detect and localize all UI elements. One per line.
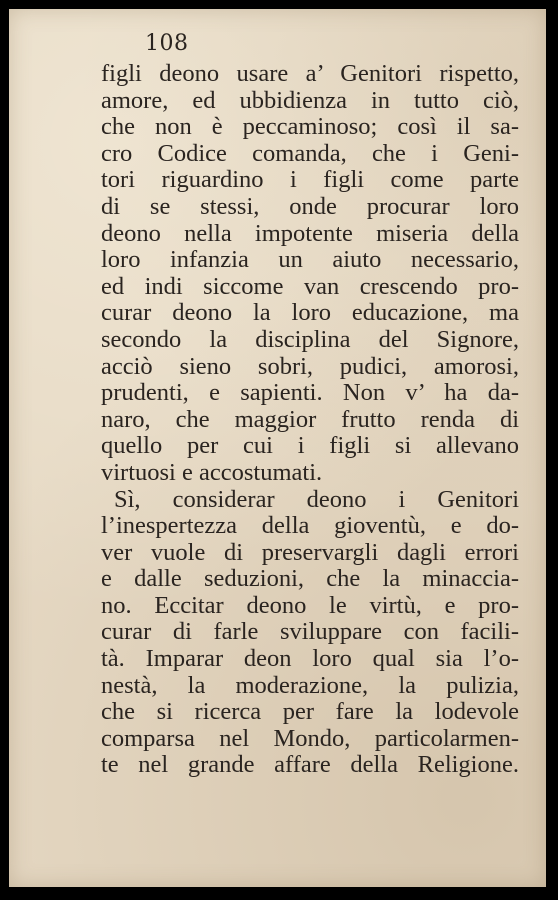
text-line: figli deono usare a’ Genitori rispetto,: [101, 60, 519, 87]
text-line: comparsa nel Mondo, particolarmen-: [101, 724, 519, 752]
text-line: tori riguardino i figli come parte: [101, 166, 519, 194]
text-line: ed indi siccome van crescendo pro-: [101, 272, 519, 300]
text-line: e dalle seduzioni, che la minaccia-: [101, 565, 519, 593]
text-line: deono nella impotente miseria della: [101, 219, 519, 247]
page-number: 108: [145, 31, 189, 56]
text-line: che si ricerca per fare la lodevole: [101, 698, 519, 726]
text-line: l’inespertezza della gioventù, e do-: [101, 512, 519, 540]
text-line: virtuosi e accostumati.: [101, 458, 323, 486]
text-line: curar di farle sviluppare con facili-: [101, 618, 519, 646]
text-line: amore, ed ubbidienza in tutto ciò,: [101, 86, 519, 114]
text-line: nestà, la moderazione, la pulizia,: [101, 671, 519, 699]
book-page: [9, 9, 546, 887]
text-line: secondo la disciplina del Signore,: [101, 325, 519, 353]
body-text: [101, 61, 519, 779]
text-line: quello per cui i figli si allevano: [101, 432, 519, 460]
text-line: acciò sieno sobri, pudici, amorosi,: [101, 352, 519, 380]
text-line: ver vuole di preservargli dagli errori: [101, 538, 519, 566]
text-line: naro, che maggior frutto renda di: [101, 405, 519, 433]
text-line: di se stessi, onde procurar loro: [101, 192, 519, 220]
text-line: tà. Imparar deon loro qual sia l’o-: [101, 645, 519, 673]
text-line: loro infanzia un aiuto necessario,: [101, 246, 519, 274]
text-line: curar deono la loro educazione, ma: [101, 299, 519, 327]
text-line: che non è peccaminoso; così il sa-: [101, 113, 519, 141]
text-line: cro Codice comanda, che i Geni-: [101, 139, 519, 167]
text-line: Sì, considerar deono i Genitori: [114, 485, 519, 513]
text-line: no. Eccitar deono le virtù, e pro-: [101, 591, 519, 619]
text-line: te nel grande affare della Religione.: [101, 751, 519, 779]
text-line: prudenti, e sapienti. Non v’ ha da-: [101, 379, 519, 407]
